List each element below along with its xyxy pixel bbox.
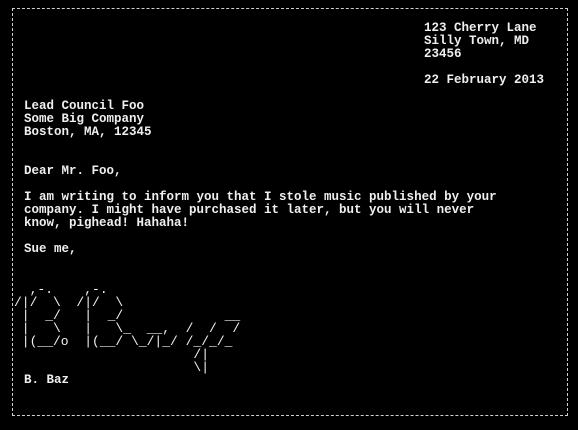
sender-zip: 23456 (424, 47, 462, 61)
ascii-signature: ,-. ,-. /|/ \ /|/ \ | _/ | _/ __ | \ | \_ __, / / / |(__/o |(__/ \_/|_/ /_/_/_ /| \| (14, 282, 241, 375)
recipient-address (24, 100, 152, 139)
sender-address (424, 22, 537, 61)
body-line: I am writing to inform you that I stole music published by your (24, 190, 497, 204)
body-line: know, pighead! Hahaha! (24, 216, 190, 230)
sender-city: Silly Town, MD (424, 34, 530, 48)
letter-date: 22 February 2013 (424, 73, 545, 87)
recipient-company: Some Big Company (24, 112, 145, 126)
closing: Sue me, (24, 242, 77, 256)
body-line: company. I might have purchased it later, but you will never (24, 203, 475, 217)
signer-name: B. Baz (24, 373, 70, 387)
salutation: Dear Mr. Foo, (24, 164, 122, 178)
recipient-name: Lead Council Foo (24, 99, 145, 113)
letter-body (24, 191, 497, 230)
recipient-city: Boston, MA, 12345 (24, 125, 152, 139)
sender-street: 123 Cherry Lane (424, 21, 537, 35)
